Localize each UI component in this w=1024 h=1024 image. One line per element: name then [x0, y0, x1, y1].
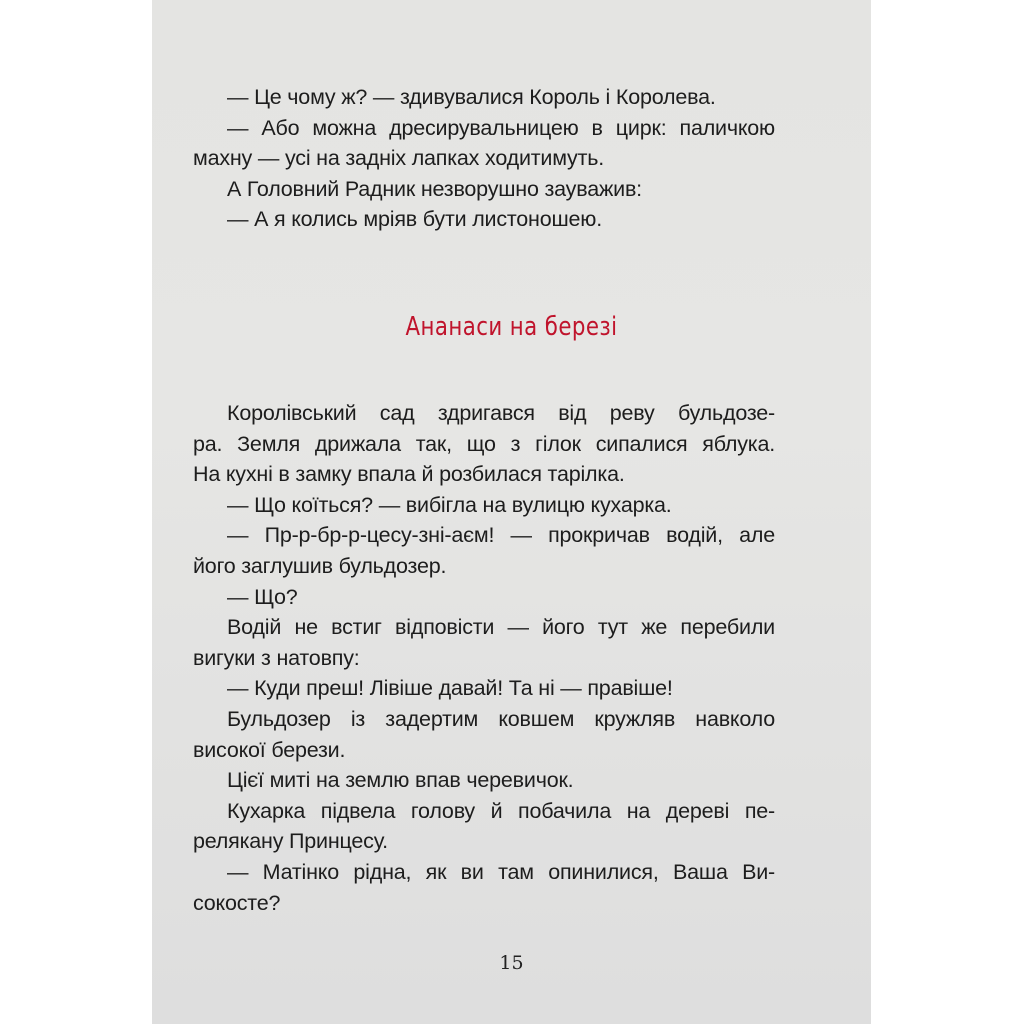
text-line: вигуки з натовпу:: [193, 645, 360, 670]
text-line: Кухарка підвела голову й побачила на дереві пе-: [227, 798, 775, 823]
text-line: — Що коїться? — вибігла на вулицю кухарка.: [227, 492, 672, 517]
text-line: А Головний Радник незворушно зауважив:: [227, 176, 642, 201]
text-line: його заглушив бульдозер.: [193, 553, 447, 578]
text-line: Бульдозер із задертим ковшем кружляв навколо: [227, 706, 775, 731]
text-line: сокосте?: [193, 890, 281, 915]
text-line: — Що?: [227, 584, 298, 609]
text-line: На кухні в замку впала й розбилася тарілка.: [193, 462, 625, 487]
text-line: — Пр-р-бр-р-цесу-зні-аєм! — прокричав водій, але: [227, 523, 775, 548]
page-number: 15: [499, 952, 524, 974]
text-line: — Куди преш! Лівіше давай! Та ні — правіше!: [227, 676, 673, 701]
section-title: Ананаси на березі: [405, 312, 618, 342]
text-line: ра. Земля дрижала так, що з гілок сипалися яблука.: [193, 431, 775, 456]
text-line: релякану Принцесу.: [193, 829, 388, 854]
text-line: Королівський сад здригався від реву бульдозе-: [227, 401, 775, 425]
text-line: — Матінко рідна, як ви там опинилися, Ваша Ви-: [227, 859, 775, 884]
text-line: високої берези.: [193, 737, 346, 762]
text-line: Цієї миті на землю впав черевичок.: [227, 768, 574, 793]
text-line: махну — усі на задніх лапках ходитимуть.: [193, 146, 605, 171]
text-line: — А я колись мріяв бути листоношею.: [227, 207, 602, 232]
text-line: — Це чому ж? — здивувалися Король і Королева.: [227, 85, 716, 109]
story-body: [193, 398, 775, 918]
text-line: Водій не встиг відповісти — його тут же перебили: [227, 615, 775, 640]
dialogue-block: [193, 82, 775, 235]
text-line: — Або можна дресирувальницею в цирк: паличкою: [227, 115, 775, 140]
book-page: [152, 0, 871, 1024]
